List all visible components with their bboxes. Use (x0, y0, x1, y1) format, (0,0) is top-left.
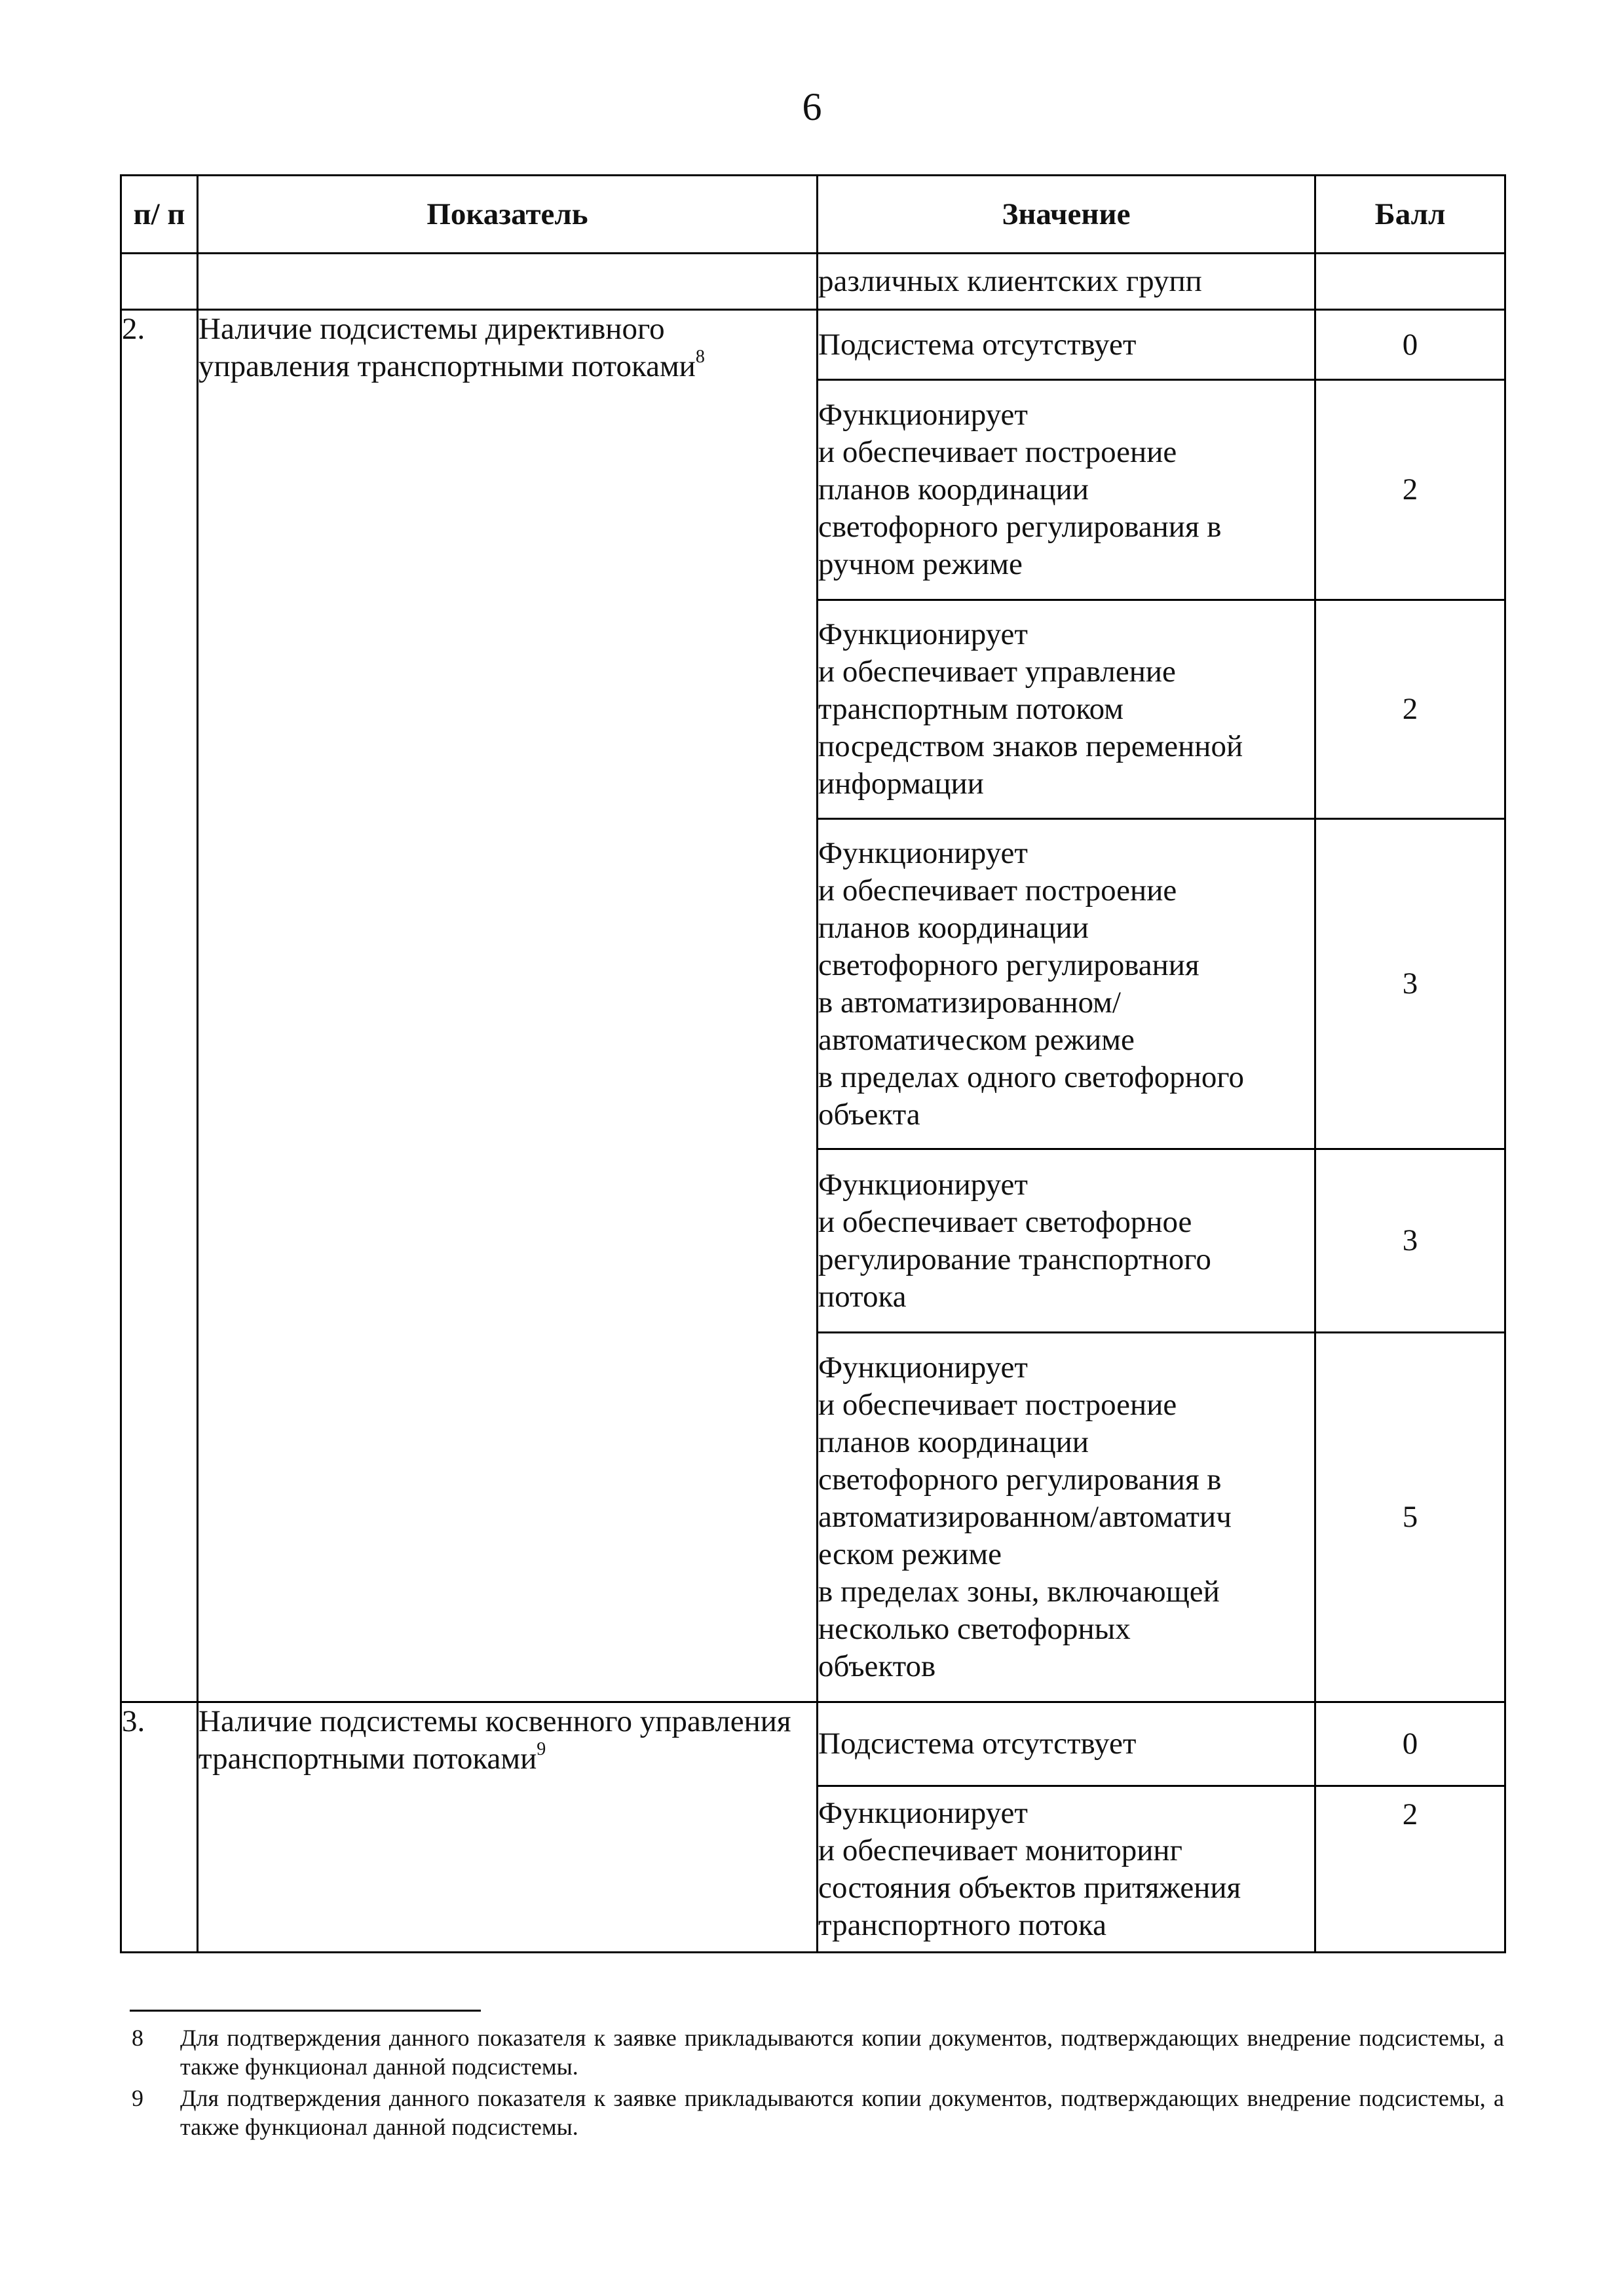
row-number: 2. (121, 310, 198, 1702)
indicator-cell (198, 1702, 818, 1953)
value-cell: Функционирует и обеспечивает построение планов координации светофорного регулирования в автоматизированном/ автоматическом режиме в пределах одного светофорного объекта (818, 819, 1315, 1149)
value-cell: Функционирует и обеспечивает управление транспортным потоком посредством знаков переменной информации (818, 600, 1315, 819)
footnote-number: 9 (132, 2085, 143, 2111)
header-score: Балл (1315, 176, 1505, 254)
score-cell: 2 (1315, 380, 1505, 600)
score-cell: 0 (1315, 310, 1505, 380)
header-num: п/ п (121, 176, 198, 254)
footnote (120, 2023, 1504, 2081)
header-value: Значение (818, 176, 1315, 254)
footnote-ref: 9 (537, 1739, 546, 1760)
table-row (121, 310, 1505, 380)
continuation-score (1315, 254, 1505, 310)
value-cell: Подсистема отсутствует (818, 310, 1315, 380)
footnote-text: Для подтверждения данного показателя к заявке прикладываются копии документов, подтверждающих внедрение подсистемы, а также функционал данной подсистемы. (180, 2085, 1504, 2140)
continuation-num (121, 254, 198, 310)
page-number: 6 (802, 85, 822, 128)
footnote-number: 8 (132, 2025, 143, 2051)
indicator-cell (198, 310, 818, 1702)
footnote-text: Для подтверждения данного показателя к заявке прикладываются копии документов, подтверждающих внедрение подсистемы, а также функционал данной подсистемы. (180, 2025, 1504, 2080)
value-cell: Подсистема отсутствует (818, 1702, 1315, 1786)
row-number: 3. (121, 1702, 198, 1953)
value-cell: Функционирует и обеспечивает мониторинг состояния объектов притяжения транспортного потока (818, 1786, 1315, 1953)
table-header-row (121, 176, 1505, 254)
criteria-table (120, 174, 1506, 1953)
footnote-ref: 8 (695, 347, 705, 368)
value-cell: Функционирует и обеспечивает построение планов координации светофорного регулирования в автоматизированном/автоматич еском режиме в пределах зоны, включающей несколько светофорных объектов (818, 1333, 1315, 1702)
value-cell: Функционирует и обеспечивает светофорное регулирование транспортного потока (818, 1149, 1315, 1333)
indicator-text: Наличие подсистемы директивного управления транспортными потоками (198, 312, 696, 383)
continuation-row (121, 254, 1505, 310)
header-indicator: Показатель (198, 176, 818, 254)
score-cell: 0 (1315, 1702, 1505, 1786)
footnotes (120, 2023, 1504, 2144)
continuation-indicator (198, 254, 818, 310)
score-cell: 2 (1315, 1786, 1505, 1953)
indicator-text: Наличие подсистемы косвенного управления транспортными потоками (198, 1704, 791, 1776)
table-row (121, 1702, 1505, 1786)
footnote-separator (130, 2010, 481, 2012)
footnote (120, 2084, 1504, 2141)
value-cell: Функционирует и обеспечивает построение планов координации светофорного регулирования в ручном режиме (818, 380, 1315, 600)
score-cell: 5 (1315, 1333, 1505, 1702)
score-cell: 3 (1315, 1149, 1505, 1333)
score-cell: 3 (1315, 819, 1505, 1149)
continuation-value: различных клиентских групп (818, 254, 1315, 310)
score-cell: 2 (1315, 600, 1505, 819)
